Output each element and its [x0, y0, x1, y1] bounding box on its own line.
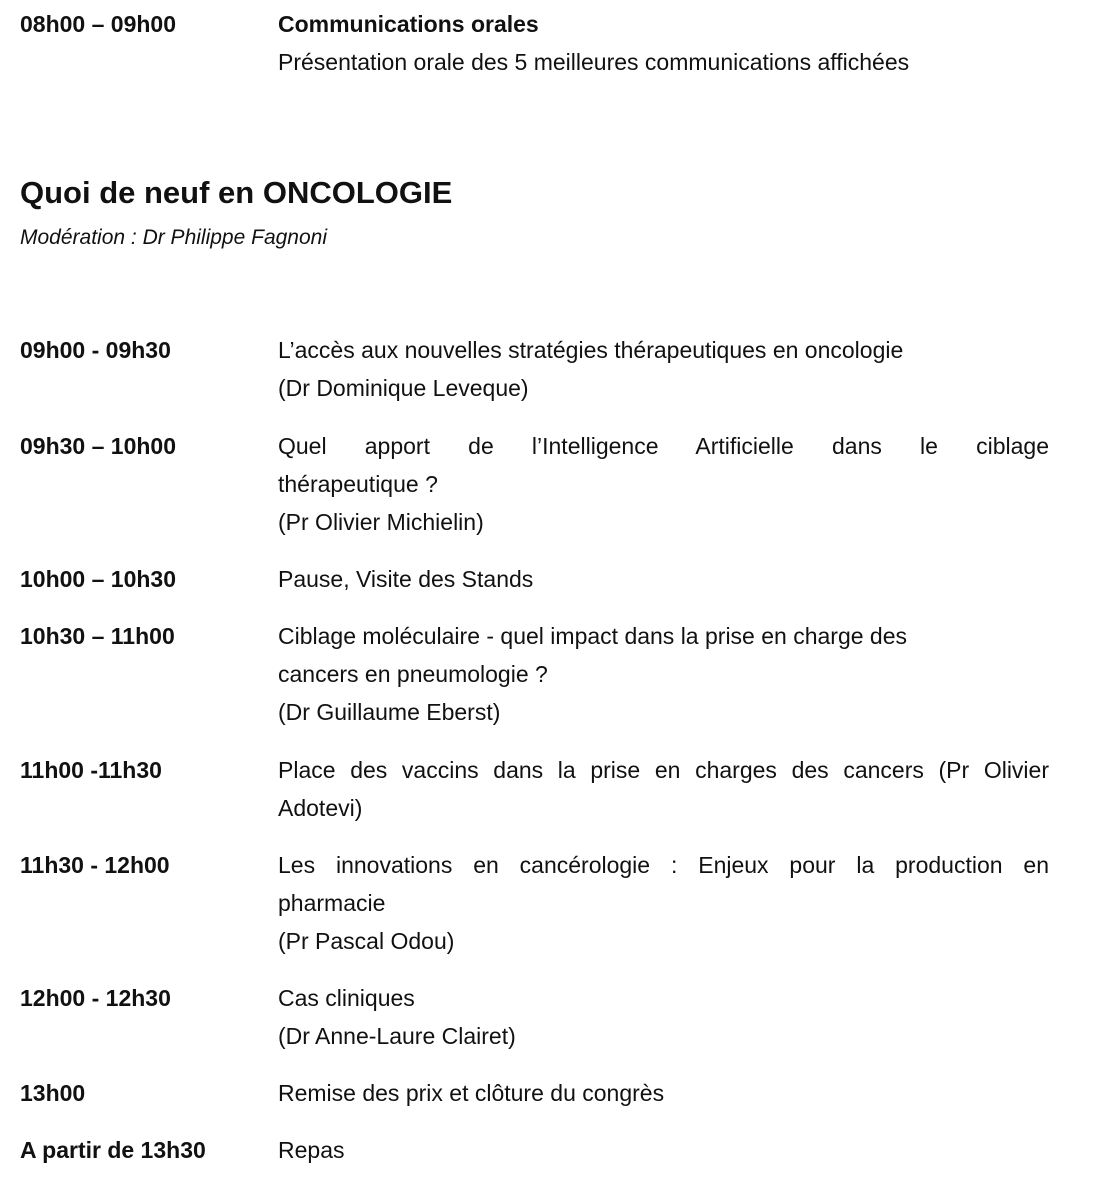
schedule-time: A partir de 13h30	[20, 1137, 206, 1163]
schedule-content	[278, 331, 1049, 407]
schedule-line: thérapeutique ?	[278, 471, 438, 497]
schedule-content	[278, 751, 1049, 827]
session-title: Communications orales	[278, 11, 539, 37]
schedule-speaker: (Pr Olivier Michielin)	[278, 509, 484, 535]
schedule-line: Place des vaccins dans la prise en charges des cancers (Pr Olivier	[278, 757, 1049, 783]
schedule-content	[278, 846, 1049, 960]
schedule-content	[278, 427, 1049, 541]
schedule-line: Les innovations en cancérologie : Enjeux pour la production en	[278, 852, 1049, 878]
schedule-time: 10h00 – 10h30	[20, 566, 177, 592]
schedule-content	[278, 1074, 1049, 1112]
schedule-time: 09h30 – 10h00	[20, 433, 177, 459]
schedule-speaker: (Dr Dominique Leveque)	[278, 375, 529, 401]
schedule-speaker: (Dr Anne-Laure Clairet)	[278, 1023, 516, 1049]
schedule-line: Ciblage moléculaire - quel impact dans la prise en charge des	[278, 623, 908, 649]
schedule-line: cancers en pneumologie ?	[278, 661, 548, 687]
schedule-line: Pause, Visite des Stands	[278, 566, 534, 592]
schedule-speaker: (Dr Guillaume Eberst)	[278, 699, 501, 725]
session-content	[278, 5, 1049, 81]
schedule-time: 09h00 - 09h30	[20, 337, 171, 363]
schedule-time: 10h30 – 11h00	[20, 623, 175, 649]
schedule-line: Quel apport de l’Intelligence Artificielle dans le ciblage	[278, 433, 1049, 459]
schedule-content	[278, 979, 1049, 1055]
schedule-line: Remise des prix et clôture du congrès	[278, 1080, 665, 1106]
session-description: Présentation orale des 5 meilleures communications affichées	[278, 49, 910, 75]
section-moderation: Modération : Dr Philippe Fagnoni	[20, 226, 328, 249]
schedule-speaker: (Pr Pascal Odou)	[278, 928, 455, 954]
schedule-line: Repas	[278, 1137, 345, 1163]
schedule-content	[278, 617, 1049, 731]
section-title: Quoi de neuf en ONCOLOGIE	[20, 175, 453, 210]
schedule-content	[278, 1131, 1049, 1169]
schedule-line: pharmacie	[278, 890, 386, 916]
schedule-content	[278, 560, 1049, 598]
schedule-time: 12h00 - 12h30	[20, 985, 171, 1011]
schedule-time: 11h00 -11h30	[20, 757, 162, 783]
session-time: 08h00 – 09h00	[20, 11, 177, 37]
schedule-time: 13h00	[20, 1080, 86, 1106]
schedule-time: 11h30 - 12h00	[20, 852, 170, 878]
schedule-line: Adotevi)	[278, 795, 363, 821]
schedule-line: Cas cliniques	[278, 985, 415, 1011]
schedule-line: L’accès aux nouvelles stratégies thérapeutiques en oncologie	[278, 337, 904, 363]
